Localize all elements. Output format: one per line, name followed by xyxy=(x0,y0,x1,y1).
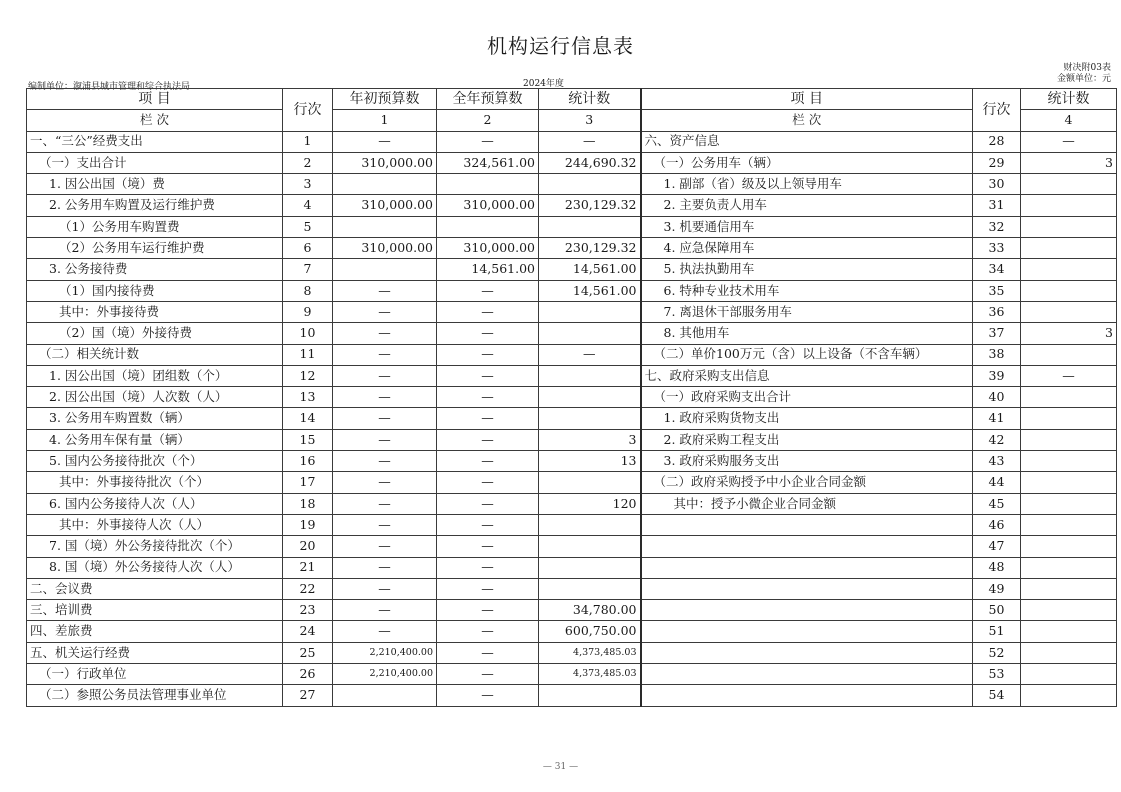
row-statistic-right xyxy=(1021,195,1117,216)
row-line-no-right: 54 xyxy=(973,685,1021,706)
row-statistic-right xyxy=(1021,493,1117,514)
row-annual-budget: — xyxy=(437,387,539,408)
row-line-no: 8 xyxy=(283,280,333,301)
row-line-no: 7 xyxy=(283,259,333,280)
row-annual-budget: — xyxy=(437,451,539,472)
header-line-no: 行次 xyxy=(283,89,333,132)
row-line-no-right: 43 xyxy=(973,451,1021,472)
row-item-label: 二、会议费 xyxy=(27,578,283,599)
row-annual-budget: — xyxy=(437,408,539,429)
row-statistic xyxy=(539,408,641,429)
row-item-label: 一、“三公”经费支出 xyxy=(27,131,283,152)
lanci-label: 栏 次 xyxy=(27,110,283,131)
table-row xyxy=(27,642,1117,663)
header-item: 项 目 xyxy=(27,89,283,110)
row-line-no: 2 xyxy=(283,152,333,173)
row-initial-budget xyxy=(333,174,437,195)
row-statistic: — xyxy=(539,344,641,365)
row-line-no: 5 xyxy=(283,216,333,237)
row-statistic-right xyxy=(1021,238,1117,259)
row-annual-budget: — xyxy=(437,642,539,663)
row-line-no: 4 xyxy=(283,195,333,216)
row-initial-budget: 2,210,400.00 xyxy=(333,642,437,663)
table-row xyxy=(27,387,1117,408)
table-row xyxy=(27,621,1117,642)
table-row xyxy=(27,280,1117,301)
row-statistic-right xyxy=(1021,557,1117,578)
row-item-label: （一）行政单位 xyxy=(27,664,283,685)
row-annual-budget: — xyxy=(437,429,539,450)
row-statistic-right xyxy=(1021,451,1117,472)
row-statistic: 230,129.32 xyxy=(539,195,641,216)
row-initial-budget: — xyxy=(333,301,437,322)
row-statistic: 34,780.00 xyxy=(539,600,641,621)
header-initial-budget: 年初预算数 xyxy=(333,89,437,110)
page-title: 机构运行信息表 xyxy=(487,34,634,58)
row-item-label: 3. 公务接待费 xyxy=(27,259,283,280)
table-row xyxy=(27,131,1117,152)
row-line-no-right: 46 xyxy=(973,514,1021,535)
row-item-label-right: 3. 政府采购服务支出 xyxy=(641,451,973,472)
row-item-label-right: 六、资产信息 xyxy=(641,131,973,152)
row-item-label: 1. 因公出国（境）费 xyxy=(27,174,283,195)
row-item-label: （一）支出合计 xyxy=(27,152,283,173)
table-row xyxy=(27,664,1117,685)
row-statistic-right: 3 xyxy=(1021,323,1117,344)
table-row xyxy=(27,216,1117,237)
row-item-label: 2. 因公出国（境）人次数（人） xyxy=(27,387,283,408)
row-line-no: 11 xyxy=(283,344,333,365)
row-annual-budget: — xyxy=(437,536,539,557)
row-annual-budget: — xyxy=(437,472,539,493)
row-statistic: — xyxy=(539,131,641,152)
row-statistic: 14,561.00 xyxy=(539,259,641,280)
row-annual-budget: — xyxy=(437,323,539,344)
table-row xyxy=(27,429,1117,450)
row-line-no: 19 xyxy=(283,514,333,535)
row-statistic-right: 3 xyxy=(1021,152,1117,173)
row-line-no-right: 44 xyxy=(973,472,1021,493)
row-initial-budget: — xyxy=(333,536,437,557)
row-line-no-right: 30 xyxy=(973,174,1021,195)
row-statistic-right: — xyxy=(1021,131,1117,152)
row-annual-budget: — xyxy=(437,557,539,578)
row-item-label: （1）国内接待费 xyxy=(27,280,283,301)
row-line-no: 21 xyxy=(283,557,333,578)
row-line-no-right: 45 xyxy=(973,493,1021,514)
operations-info-table xyxy=(26,88,1117,707)
row-annual-budget: 310,000.00 xyxy=(437,195,539,216)
row-item-label-right: 4. 应急保障用车 xyxy=(641,238,973,259)
row-statistic-right xyxy=(1021,685,1117,706)
row-item-label: 8. 国（境）外公务接待人次（人） xyxy=(27,557,283,578)
row-annual-budget: 310,000.00 xyxy=(437,238,539,259)
table-row xyxy=(27,600,1117,621)
row-initial-budget: — xyxy=(333,493,437,514)
row-annual-budget: — xyxy=(437,685,539,706)
row-line-no-right: 39 xyxy=(973,365,1021,386)
row-initial-budget: — xyxy=(333,344,437,365)
table-row xyxy=(27,344,1117,365)
row-line-no: 16 xyxy=(283,451,333,472)
row-item-label-right: 3. 机要通信用车 xyxy=(641,216,973,237)
row-line-no-right: 36 xyxy=(973,301,1021,322)
row-item-label-right xyxy=(641,621,973,642)
row-statistic-right xyxy=(1021,344,1117,365)
row-item-label-right: （二）政府采购授予中小企业合同金额 xyxy=(641,472,973,493)
row-annual-budget: 14,561.00 xyxy=(437,259,539,280)
row-item-label: 4. 公务用车保有量（辆） xyxy=(27,429,283,450)
row-line-no: 13 xyxy=(283,387,333,408)
table-row xyxy=(27,195,1117,216)
row-annual-budget: — xyxy=(437,280,539,301)
row-item-label: （2）国（境）外接待费 xyxy=(27,323,283,344)
col-number-3: 3 xyxy=(539,110,641,131)
header-line-no-right: 行次 xyxy=(973,89,1021,132)
row-statistic-right xyxy=(1021,578,1117,599)
row-initial-budget: — xyxy=(333,365,437,386)
table-row xyxy=(27,365,1117,386)
row-item-label: 7. 国（境）外公务接待批次（个） xyxy=(27,536,283,557)
row-line-no: 17 xyxy=(283,472,333,493)
row-item-label-right xyxy=(641,578,973,599)
currency-unit: 金额单位：元 xyxy=(1056,74,1111,84)
row-statistic: 230,129.32 xyxy=(539,238,641,259)
table-row xyxy=(27,536,1117,557)
row-line-no-right: 51 xyxy=(973,621,1021,642)
row-statistic xyxy=(539,472,641,493)
row-statistic: 600,750.00 xyxy=(539,621,641,642)
row-line-no: 6 xyxy=(283,238,333,259)
row-line-no-right: 35 xyxy=(973,280,1021,301)
row-item-label-right: 其中：授予小微企业合同金额 xyxy=(641,493,973,514)
row-item-label-right xyxy=(641,664,973,685)
header-statistic: 统计数 xyxy=(539,89,641,110)
row-statistic: 244,690.32 xyxy=(539,152,641,173)
header-item-right: 项 目 xyxy=(641,89,973,110)
row-item-label-right xyxy=(641,642,973,663)
row-statistic-right xyxy=(1021,408,1117,429)
row-initial-budget: — xyxy=(333,514,437,535)
row-initial-budget: — xyxy=(333,429,437,450)
row-item-label: 三、培训费 xyxy=(27,600,283,621)
row-statistic-right xyxy=(1021,642,1117,663)
row-initial-budget: — xyxy=(333,131,437,152)
table-row xyxy=(27,301,1117,322)
row-initial-budget xyxy=(333,216,437,237)
table-row xyxy=(27,152,1117,173)
row-line-no-right: 31 xyxy=(973,195,1021,216)
row-annual-budget: — xyxy=(437,131,539,152)
row-item-label-right xyxy=(641,685,973,706)
row-line-no-right: 49 xyxy=(973,578,1021,599)
row-line-no: 23 xyxy=(283,600,333,621)
row-item-label: 其中：外事接待批次（个） xyxy=(27,472,283,493)
row-line-no: 10 xyxy=(283,323,333,344)
row-item-label-right: 1. 副部（省）级及以上领导用车 xyxy=(641,174,973,195)
row-initial-budget: 310,000.00 xyxy=(333,152,437,173)
row-item-label-right: 5. 执法执勤用车 xyxy=(641,259,973,280)
row-annual-budget xyxy=(437,174,539,195)
row-initial-budget: — xyxy=(333,600,437,621)
row-line-no: 25 xyxy=(283,642,333,663)
table-row xyxy=(27,259,1117,280)
row-line-no-right: 34 xyxy=(973,259,1021,280)
row-item-label-right: 6. 特种专业技术用车 xyxy=(641,280,973,301)
row-statistic-right xyxy=(1021,600,1117,621)
row-statistic xyxy=(539,685,641,706)
row-line-no-right: 42 xyxy=(973,429,1021,450)
row-statistic xyxy=(539,578,641,599)
row-initial-budget: — xyxy=(333,578,437,599)
row-annual-budget: — xyxy=(437,664,539,685)
row-line-no: 27 xyxy=(283,685,333,706)
row-statistic-right xyxy=(1021,280,1117,301)
reporting-unit: 编制单位：溆浦县城市管理和综合执法局 xyxy=(28,82,191,92)
table-row xyxy=(27,557,1117,578)
row-line-no: 15 xyxy=(283,429,333,450)
row-item-label-right: 8. 其他用车 xyxy=(641,323,973,344)
table-row xyxy=(27,685,1117,706)
row-item-label: （2）公务用车运行维护费 xyxy=(27,238,283,259)
row-annual-budget: 324,561.00 xyxy=(437,152,539,173)
row-line-no-right: 52 xyxy=(973,642,1021,663)
row-line-no-right: 28 xyxy=(973,131,1021,152)
table-row xyxy=(27,238,1117,259)
row-item-label-right: （二）单价100万元（含）以上设备（不含车辆） xyxy=(641,344,973,365)
row-item-label-right: 7. 离退休干部服务用车 xyxy=(641,301,973,322)
row-line-no: 18 xyxy=(283,493,333,514)
row-statistic-right xyxy=(1021,472,1117,493)
row-item-label-right xyxy=(641,557,973,578)
table-row xyxy=(27,493,1117,514)
table-row xyxy=(27,578,1117,599)
row-line-no-right: 32 xyxy=(973,216,1021,237)
row-initial-budget: — xyxy=(333,557,437,578)
row-initial-budget: — xyxy=(333,323,437,344)
row-statistic-right xyxy=(1021,216,1117,237)
row-statistic: 120 xyxy=(539,493,641,514)
row-item-label: （1）公务用车购置费 xyxy=(27,216,283,237)
row-statistic-right xyxy=(1021,387,1117,408)
row-statistic xyxy=(539,387,641,408)
row-statistic xyxy=(539,557,641,578)
row-annual-budget: — xyxy=(437,621,539,642)
form-number: 财决附03表 xyxy=(1063,63,1111,73)
table-row xyxy=(27,174,1117,195)
row-initial-budget: — xyxy=(333,621,437,642)
row-statistic-right: — xyxy=(1021,365,1117,386)
row-item-label-right xyxy=(641,600,973,621)
col-number-4: 4 xyxy=(1021,110,1117,131)
row-initial-budget: — xyxy=(333,451,437,472)
row-statistic xyxy=(539,536,641,557)
row-statistic: 3 xyxy=(539,429,641,450)
table-row xyxy=(27,451,1117,472)
row-line-no-right: 33 xyxy=(973,238,1021,259)
lanci-label-right: 栏 次 xyxy=(641,110,973,131)
row-statistic-right xyxy=(1021,429,1117,450)
row-statistic xyxy=(539,323,641,344)
row-initial-budget: 310,000.00 xyxy=(333,195,437,216)
table-row xyxy=(27,514,1117,535)
row-item-label-right: 2. 主要负责人用车 xyxy=(641,195,973,216)
row-item-label-right xyxy=(641,514,973,535)
row-item-label-right: （一）政府采购支出合计 xyxy=(641,387,973,408)
row-initial-budget: — xyxy=(333,280,437,301)
row-item-label-right: （一）公务用车（辆） xyxy=(641,152,973,173)
row-statistic xyxy=(539,174,641,195)
row-annual-budget: — xyxy=(437,344,539,365)
row-item-label-right: 2. 政府采购工程支出 xyxy=(641,429,973,450)
row-statistic: 4,373,485.03 xyxy=(539,664,641,685)
row-line-no: 3 xyxy=(283,174,333,195)
row-line-no: 12 xyxy=(283,365,333,386)
row-annual-budget: — xyxy=(437,514,539,535)
row-statistic-right xyxy=(1021,259,1117,280)
row-item-label: 四、差旅费 xyxy=(27,621,283,642)
row-statistic-right xyxy=(1021,301,1117,322)
row-line-no: 9 xyxy=(283,301,333,322)
row-item-label: 1. 因公出国（境）团组数（个） xyxy=(27,365,283,386)
row-item-label-right: 1. 政府采购货物支出 xyxy=(641,408,973,429)
row-statistic-right xyxy=(1021,664,1117,685)
row-line-no-right: 37 xyxy=(973,323,1021,344)
row-line-no-right: 40 xyxy=(973,387,1021,408)
row-annual-budget: — xyxy=(437,578,539,599)
table-row xyxy=(27,472,1117,493)
row-line-no: 20 xyxy=(283,536,333,557)
row-annual-budget: — xyxy=(437,365,539,386)
header-row xyxy=(27,89,1117,110)
col-number-1: 1 xyxy=(333,110,437,131)
row-item-label: 其中：外事接待人次（人） xyxy=(27,514,283,535)
row-statistic: 13 xyxy=(539,451,641,472)
page-number: — 31 — xyxy=(542,762,579,772)
row-line-no: 26 xyxy=(283,664,333,685)
row-item-label: 6. 国内公务接待人次（人） xyxy=(27,493,283,514)
row-statistic xyxy=(539,301,641,322)
row-initial-budget: 310,000.00 xyxy=(333,238,437,259)
row-initial-budget: 2,210,400.00 xyxy=(333,664,437,685)
row-line-no-right: 47 xyxy=(973,536,1021,557)
row-initial-budget xyxy=(333,259,437,280)
row-statistic: 4,373,485.03 xyxy=(539,642,641,663)
row-statistic-right xyxy=(1021,174,1117,195)
row-annual-budget: — xyxy=(437,493,539,514)
row-item-label: （二）相关统计数 xyxy=(27,344,283,365)
row-statistic xyxy=(539,514,641,535)
col-number-2: 2 xyxy=(437,110,539,131)
table-row xyxy=(27,408,1117,429)
row-line-no-right: 48 xyxy=(973,557,1021,578)
row-line-no: 24 xyxy=(283,621,333,642)
row-line-no-right: 50 xyxy=(973,600,1021,621)
header-annual-budget: 全年预算数 xyxy=(437,89,539,110)
row-item-label-right xyxy=(641,536,973,557)
column-number-row xyxy=(27,110,1117,131)
row-line-no: 1 xyxy=(283,131,333,152)
header-statistic-right: 统计数 xyxy=(1021,89,1117,110)
row-line-no: 22 xyxy=(283,578,333,599)
table-row xyxy=(27,323,1117,344)
row-statistic xyxy=(539,365,641,386)
row-item-label: 五、机关运行经费 xyxy=(27,642,283,663)
row-initial-budget xyxy=(333,685,437,706)
row-line-no-right: 38 xyxy=(973,344,1021,365)
row-statistic-right xyxy=(1021,514,1117,535)
row-line-no-right: 41 xyxy=(973,408,1021,429)
row-statistic-right xyxy=(1021,621,1117,642)
row-item-label: 2. 公务用车购置及运行维护费 xyxy=(27,195,283,216)
row-line-no-right: 29 xyxy=(973,152,1021,173)
fiscal-year: 2024年度 xyxy=(523,79,564,89)
row-initial-budget: — xyxy=(333,472,437,493)
row-line-no-right: 53 xyxy=(973,664,1021,685)
row-item-label: 其中：外事接待费 xyxy=(27,301,283,322)
row-statistic xyxy=(539,216,641,237)
row-item-label: （二）参照公务员法管理事业单位 xyxy=(27,685,283,706)
row-statistic: 14,561.00 xyxy=(539,280,641,301)
row-annual-budget xyxy=(437,216,539,237)
row-annual-budget: — xyxy=(437,301,539,322)
row-annual-budget: — xyxy=(437,600,539,621)
row-initial-budget: — xyxy=(333,387,437,408)
row-item-label-right: 七、政府采购支出信息 xyxy=(641,365,973,386)
row-line-no: 14 xyxy=(283,408,333,429)
row-initial-budget: — xyxy=(333,408,437,429)
row-statistic-right xyxy=(1021,536,1117,557)
row-item-label: 3. 公务用车购置数（辆） xyxy=(27,408,283,429)
row-item-label: 5. 国内公务接待批次（个） xyxy=(27,451,283,472)
